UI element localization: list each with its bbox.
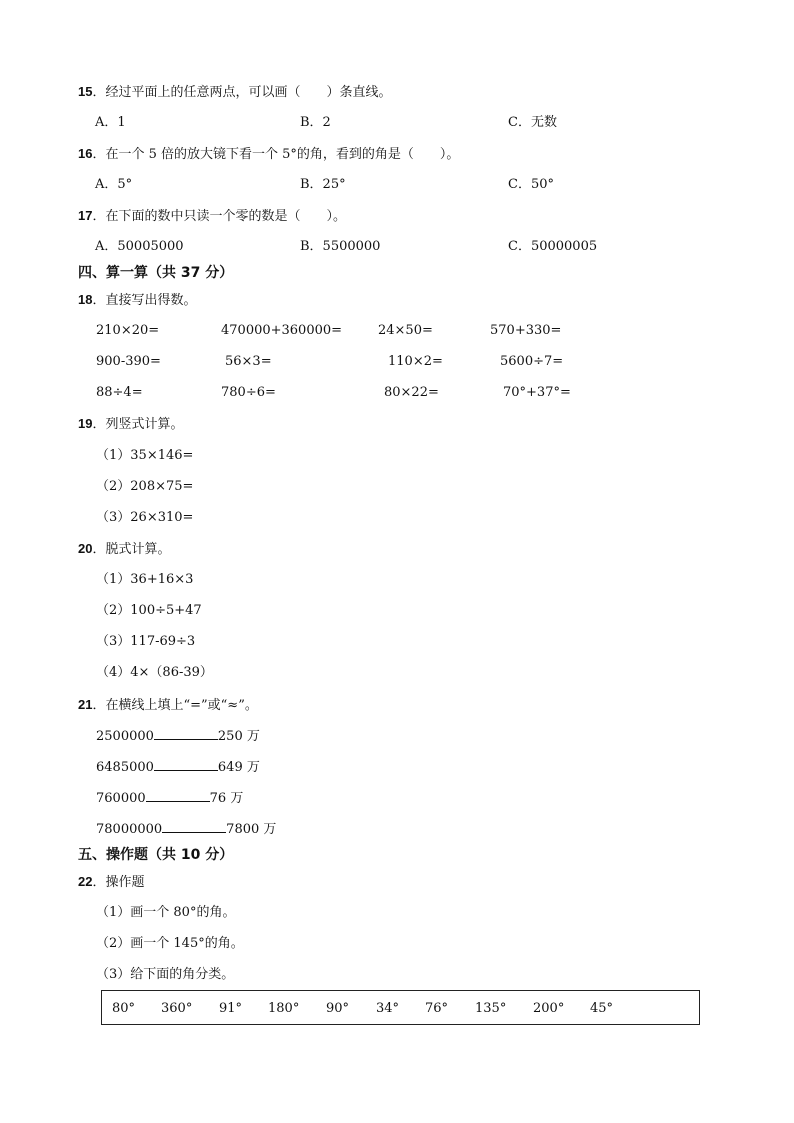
question-number: 22 <box>78 874 93 889</box>
answer-blank[interactable] <box>154 727 218 740</box>
angle-value: 90° <box>326 1001 350 1016</box>
question-number: 18 <box>78 292 93 307</box>
answer-blank[interactable] <box>162 820 226 833</box>
fill-left-number: 760000 <box>96 791 146 806</box>
q16-option-b[interactable]: B．25° <box>300 177 346 192</box>
question-21 <box>78 696 258 715</box>
calc-item: 70°+37°= <box>503 385 571 400</box>
fill-right-number: 76 万 <box>209 791 244 806</box>
question-number: 16 <box>78 146 93 161</box>
q15-option-c[interactable]: C．无数 <box>508 115 557 130</box>
operation-item: （3）给下面的角分类。 <box>96 967 235 982</box>
fill-right-number: 250 万 <box>217 729 260 744</box>
calc-item: 24×50= <box>378 323 433 338</box>
operation-item: （2）画一个 145°的角。 <box>96 936 244 951</box>
question-number: 21 <box>78 697 93 712</box>
question-number: 17 <box>78 208 93 223</box>
calc-item: 56×3= <box>225 354 272 369</box>
angle-value: 180° <box>268 1001 300 1016</box>
question-text: ．经过平面上的任意两点，可以画（ ）条直线。 <box>92 85 392 100</box>
fill-right-number: 649 万 <box>217 760 260 775</box>
question-number: 15 <box>78 84 93 99</box>
step-calc-item: （3）117-69÷3 <box>96 634 196 649</box>
angle-value: 200° <box>533 1001 565 1016</box>
question-16 <box>78 145 459 164</box>
step-calc-item: （1）36+16×3 <box>96 572 194 587</box>
fill-blank-row <box>96 820 276 839</box>
vertical-calc-item: （2）208×75= <box>96 479 194 494</box>
calc-item: 570+330= <box>490 323 562 338</box>
q17-option-a[interactable]: A．50005000 <box>95 239 184 254</box>
question-text: ．脱式计算。 <box>92 542 171 557</box>
question-17 <box>78 207 346 226</box>
angle-classification-box <box>101 990 700 1025</box>
question-text: ．在一个 5 倍的放大镜下看一个 5°的角，看到的角是（ ）。 <box>92 147 460 162</box>
fill-left-number: 78000000 <box>96 822 163 837</box>
question-18 <box>78 291 196 310</box>
section-title-5: 五、操作题（共 10 分） <box>78 847 234 863</box>
calc-item: 470000+360000= <box>221 323 343 338</box>
fill-right-number: 7800 万 <box>226 822 277 837</box>
answer-blank[interactable] <box>154 758 218 771</box>
q15-option-a[interactable]: A．1 <box>95 115 126 130</box>
calc-item: 80×22= <box>384 385 439 400</box>
angle-value: 45° <box>590 1001 614 1016</box>
fill-blank-row <box>96 727 260 746</box>
question-text: ．在横线上填上“=”或“≈”。 <box>92 698 258 713</box>
calc-item: 900-390= <box>96 354 161 369</box>
calc-item: 88÷4= <box>96 385 143 400</box>
angle-value: 76° <box>425 1001 449 1016</box>
operation-item: （1）画一个 80°的角。 <box>96 905 236 920</box>
question-19 <box>78 415 183 434</box>
calc-item: 780÷6= <box>221 385 276 400</box>
question-text: ．操作题 <box>92 875 145 890</box>
answer-blank[interactable] <box>146 789 210 802</box>
q16-option-a[interactable]: A．5° <box>95 177 133 192</box>
q17-option-c[interactable]: C．50000005 <box>508 239 598 254</box>
calc-item: 210×20= <box>96 323 160 338</box>
question-text: ．直接写出得数。 <box>92 293 197 308</box>
step-calc-item: （4）4×（86-39） <box>96 665 213 680</box>
angle-value: 34° <box>376 1001 400 1016</box>
fill-left-number: 2500000 <box>96 729 154 744</box>
fill-left-number: 6485000 <box>96 760 154 775</box>
calc-item: 110×2= <box>388 354 443 369</box>
question-15 <box>78 83 391 102</box>
q15-option-b[interactable]: B．2 <box>300 115 331 130</box>
vertical-calc-item: （3）26×310= <box>96 510 194 525</box>
vertical-calc-item: （1）35×146= <box>96 448 194 463</box>
question-text: ．在下面的数中只读一个零的数是（ ）。 <box>92 209 346 224</box>
question-22 <box>78 873 144 892</box>
question-20 <box>78 540 170 559</box>
question-number: 19 <box>78 416 93 431</box>
angle-value: 360° <box>161 1001 193 1016</box>
question-number: 20 <box>78 541 93 556</box>
section-title-4: 四、算一算（共 37 分） <box>78 265 234 281</box>
angle-value: 135° <box>475 1001 507 1016</box>
fill-blank-row <box>96 758 260 777</box>
question-text: ．列竖式计算。 <box>92 417 184 432</box>
angle-value: 91° <box>219 1001 243 1016</box>
fill-blank-row <box>96 789 243 808</box>
step-calc-item: （2）100÷5+47 <box>96 603 202 618</box>
q16-option-c[interactable]: C．50° <box>508 177 554 192</box>
angle-value: 80° <box>112 1001 136 1016</box>
q17-option-b[interactable]: B．5500000 <box>300 239 381 254</box>
calc-item: 5600÷7= <box>500 354 564 369</box>
